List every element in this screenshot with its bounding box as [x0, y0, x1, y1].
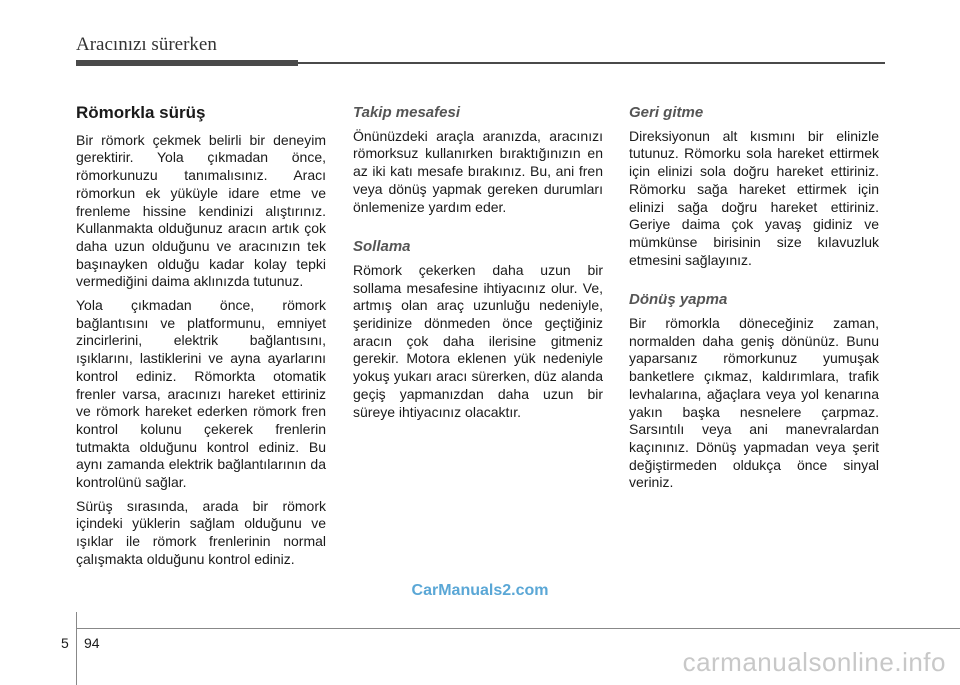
column-2	[353, 104, 603, 427]
paragraph: Sürüş sırasında, arada bir römork içindeki yüklerin sağlam olduğunu ve ışıklar ile römork frenlerinin normal çalışmakta olduğunu kontrol ediniz.	[76, 497, 326, 567]
subheading-turning: Dönüş yapma	[629, 291, 728, 309]
subheading-following-distance: Takip mesafesi	[353, 104, 460, 121]
header-rule-thin	[298, 62, 885, 64]
site-watermark: carmanualsonline.info	[682, 647, 946, 677]
watermark-link[interactable]: CarManuals2.com	[411, 582, 549, 599]
page-number: 94	[84, 635, 100, 651]
subheading-backing-up: Geri gitme	[629, 104, 704, 121]
paragraph: Direksiyonun alt kısmını bir elinizle tutunuz. Römorku sola hareket ettirmek için elinizi sola doğru hareket ettiriniz. Römorku sağa hareket ettirmek için elinizi sağa doğru hareket ettiriniz. Geriye daima çok yavaş gidiniz ve mümkünse birisinin size kılavuzluk etmesini sağlayınız.	[629, 127, 879, 268]
paragraph: Önünüzdeki araçla aranızda, aracınızı römorksuz kullanırken bıraktığınızın en az iki katı mesafe bırakınız. Bu, ani fren veya dönüş yapmak gereken durumları önlemenize yardım eder.	[353, 127, 603, 215]
paragraph: Bir römork çekmek belirli bir deneyim gerektirir. Yola çıkmadan önce, römorkunuzu tanımalısınız. Aracı römorkun ek yüküyle idare etme ve frenleme hissine kendinizi alıştırınız. Kullanmakta olduğunuz aracın artık çok daha uzun olduğunu ve aracınızın tek başınayken olduğu kadar kolay tepki vermediğini daima aklınızda tutunuz.	[76, 131, 326, 290]
paragraph: Yola çıkmadan önce, römork bağlantısını ve platformunu, emniyet zincirlerini, elektrik bağlantısını, ışıklarını, lastiklerini ve ayna ayarlarını kontrol ediniz. Römorkta otomatik frenler varsa, aracınızı hareket ettiriniz ve römork hareket ederken römork fren kontrol kolunu çekerek frenlerin tutmakta olduğunu kontrol ediniz. Bu aynı zamanda elektrik bağlantılarının da kontrolünü sağlar.	[76, 297, 326, 491]
section-heading-trailer-driving: Römorkla sürüş	[76, 103, 206, 122]
chapter-number: 5	[61, 635, 69, 651]
footer-divider	[76, 612, 77, 685]
footer-rule	[76, 628, 960, 629]
header-rule-thick	[76, 60, 298, 66]
paragraph: Römork çekerken daha uzun bir sollama mesafesine ihtiyacınız olur. Ve, artmış olan araç uzunluğu nedeniyle, şeridinize dönmeden önce geçtiğiniz aracın çok daha ilerisine gitmeniz gerekir. Motora eklenen yük nedeniyle yokuş yukarı aracı sürerken, düz alanda geçiş yapmanızdan daha uzun bir süreye ihtiyacınız olacaktır.	[353, 261, 603, 420]
page-header-title: Aracınızı sürerken	[76, 34, 217, 55]
column-1	[76, 104, 326, 575]
paragraph: Bir römorkla döneceğiniz zaman, normalden daha geniş dönünüz. Bunu yaparsanız römorkunuz yumuşak banketlere çıkmaz, kaldırımlara, trafik levhalarına, ağaçlara veya yol kenarına yakın başka nesnelere çarpmaz. Sarsıntılı veya ani manevralardan kaçınınız. Dönüş yapmadan veya şerit değiştirmeden oldukça önce sinyal veriniz.	[629, 315, 879, 491]
column-3	[629, 104, 879, 498]
subheading-passing: Sollama	[353, 238, 411, 256]
